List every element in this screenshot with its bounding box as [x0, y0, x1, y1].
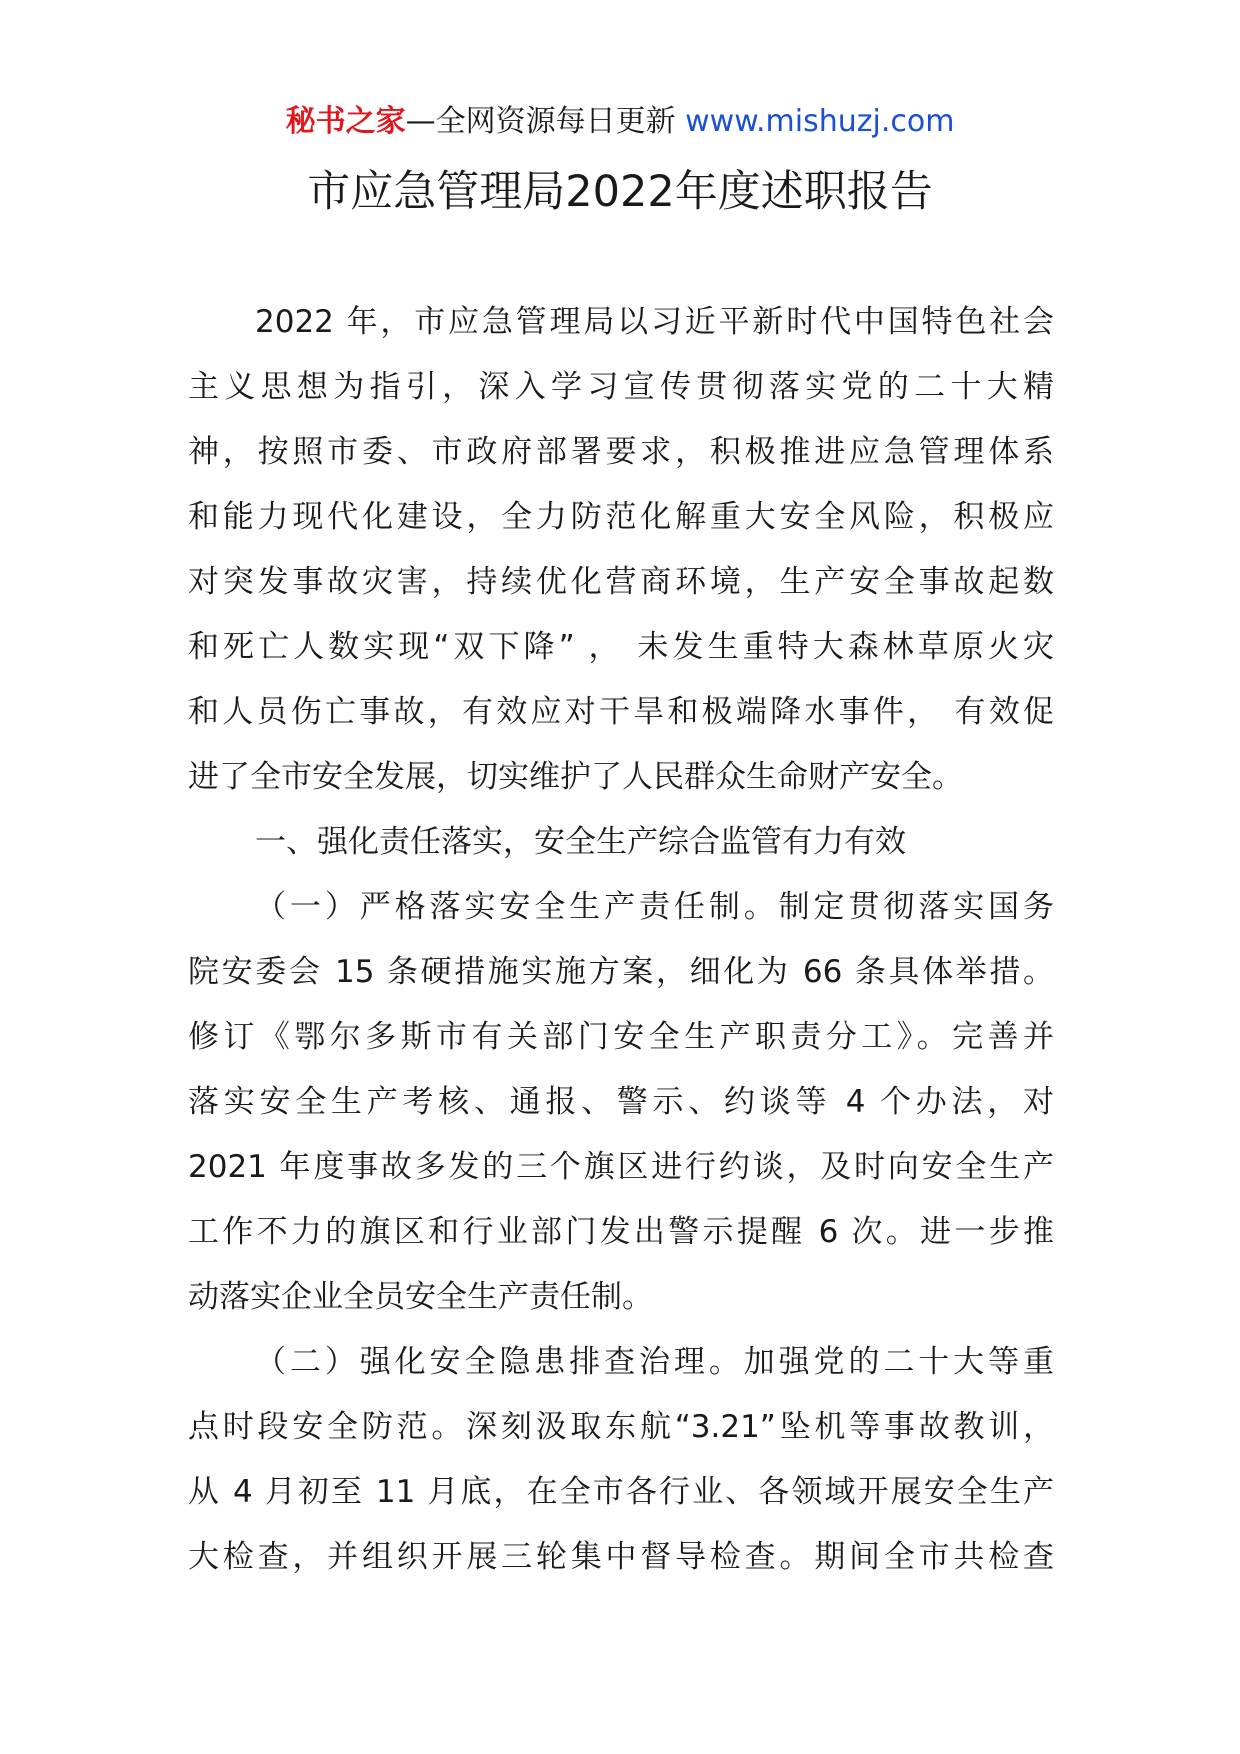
- body-line: （二）强化安全隐患排查治理。加强党的二十大等重: [255, 1344, 1054, 1380]
- body-line: 2021 年度事故多发的三个旗区进行约谈，及时向安全生产: [188, 1149, 1054, 1185]
- body-line: 进了全市安全发展，切实维护了人民群众生命财产安全。: [188, 759, 963, 795]
- body-line: 落实安全生产考核、通报、警示、约谈等 4 个办法，对: [188, 1084, 1054, 1120]
- body-line: 院安委会 15 条硬措施实施方案，细化为 66 条具体举措。: [188, 954, 1054, 990]
- body-line: 动落实企业全员安全生产责任制。: [188, 1279, 653, 1315]
- watermark-brand: 秘书之家: [285, 104, 406, 139]
- document-title: 市应急管理局2022年度述职报告: [307, 167, 933, 217]
- body-line: （一）严格落实安全生产责任制。制定贯彻落实国务: [255, 889, 1054, 925]
- body-line: 点时段安全防范。深刻汲取东航“3.21”坠机等事故教训，: [188, 1409, 1054, 1445]
- body-line: 神，按照市委、市政府部署要求，积极推进应急管理体系: [188, 434, 1054, 470]
- body-line: 一、强化责任落实，安全生产综合监管有力有效: [255, 824, 906, 860]
- body-line: 从 4 月初至 11 月底，在全市各行业、各领域开展安全生产: [188, 1474, 1054, 1510]
- body-line: 和死亡人数实现“双下降” ， 未发生重特大森林草原火灾: [188, 629, 1054, 665]
- document-body: [188, 290, 1054, 1590]
- watermark-slogan: —全网资源每日更新: [405, 104, 676, 139]
- watermark-url[interactable]: www.mishuzj.com: [685, 104, 955, 139]
- body-line: 大检查，并组织开展三轮集中督导检查。期间全市共检查: [188, 1539, 1054, 1575]
- site-watermark: [0, 102, 1240, 142]
- body-line: 2022 年，市应急管理局以习近平新时代中国特色社会: [255, 304, 1054, 340]
- body-line: 主义思想为指引，深入学习宣传贯彻落实党的二十大精: [188, 369, 1054, 405]
- body-line: 修订《鄂尔多斯市有关部门安全生产职责分工》。完善并: [188, 1019, 1054, 1055]
- body-line: 对突发事故灾害，持续优化营商环境，生产安全事故起数: [188, 564, 1054, 600]
- body-line: 和能力现代化建设，全力防范化解重大安全风险，积极应: [188, 499, 1054, 535]
- body-line: 工作不力的旗区和行业部门发出警示提醒 6 次。进一步推: [188, 1214, 1054, 1250]
- body-line: 和人员伤亡事故，有效应对干旱和极端降水事件， 有效促: [188, 694, 1054, 730]
